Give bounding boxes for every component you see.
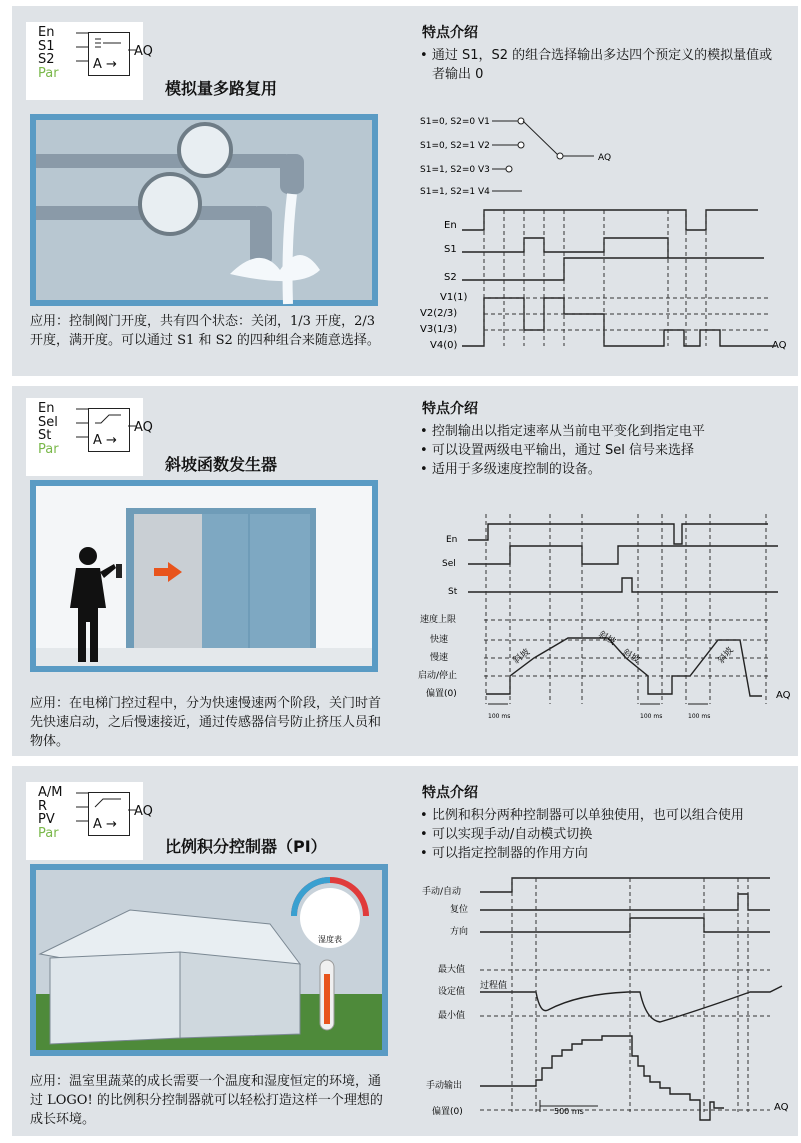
- greenhouse-photo: [30, 864, 388, 1056]
- features-title: 特点介绍: [422, 25, 478, 41]
- timing-label-direction: 方向: [450, 927, 469, 937]
- features-list: [420, 46, 780, 84]
- pin-am: A/M: [38, 785, 63, 800]
- section-gap: [0, 376, 801, 386]
- feature-item: • 适用于多级速度控制的设备。: [420, 460, 780, 479]
- timing-label-s2: S2: [444, 272, 457, 283]
- section-title: 模拟量多路复用: [165, 79, 278, 98]
- timing-output-label: AQ: [776, 690, 791, 701]
- timing-label-manual-output: 手动输出: [426, 1081, 463, 1091]
- block-symbol-label: A →: [93, 817, 117, 832]
- switch-label-2: S1=0, S2=1 V2: [420, 141, 490, 151]
- timing-output-label: AQ: [772, 340, 787, 351]
- section-title: 比例积分控制器（PI）: [165, 837, 327, 856]
- application-body: 温室里蔬菜的成长需要一个温度和湿度恒定的环境，通过 LOGO! 的比例积分控制器就可以轻松打造这样一个理想的成长环境。: [30, 1074, 383, 1127]
- function-block-ramp: [26, 398, 153, 476]
- feature-item: • 比例和积分两种控制器可以单独使用，也可以组合使用: [420, 806, 780, 825]
- ramp-label: 斜坡: [620, 647, 642, 666]
- pin-pv: PV: [38, 812, 55, 827]
- timing-label-fast: 快速: [430, 635, 449, 645]
- timing-label-offset: 偏置(0): [426, 689, 457, 699]
- pin-labels: [38, 402, 59, 456]
- section-gap: [0, 756, 801, 766]
- block-symbol: [88, 408, 130, 452]
- pin-par: Par: [38, 65, 59, 81]
- selector-switch-diagram: [418, 112, 638, 196]
- application-body: 在电梯门控过程中，分为快速慢速两个阶段，关门时首先快速启动，之后慢速接近，通过传感器信号防止挤压人员和物体。: [30, 696, 382, 749]
- timing-label-v2: V2(2/3): [420, 308, 458, 319]
- features-list: [420, 422, 780, 479]
- application-label: 应用：: [30, 696, 70, 711]
- timing-label-en: En: [444, 220, 457, 231]
- application-body: 控制阀门开度，共有四个状态：关闭，1/3 开度，2/3 开度，满开度。可以通过 S1 和 S2 的四种组合来随意选择。: [30, 314, 380, 348]
- pi-timing-diagram: [418, 876, 788, 1122]
- feature-item: • 可以实现手动/自动模式切换: [420, 825, 780, 844]
- time-label: 500 ms: [554, 1107, 584, 1116]
- pi-icon: [89, 793, 129, 813]
- pin-labels: [38, 26, 59, 80]
- pin-r: R: [38, 798, 48, 814]
- timing-label-v3: V3(1/3): [420, 324, 458, 335]
- pin-st: St: [38, 428, 52, 443]
- timing-label-s1: S1: [444, 244, 457, 255]
- switch-output-label: AQ: [598, 153, 612, 163]
- switch-label-3: S1=1, S2=0 V3: [420, 165, 490, 175]
- timing-label-setpoint: 设定值: [438, 987, 466, 997]
- pin-par: Par: [38, 441, 59, 457]
- block-symbol-label: A →: [93, 433, 117, 448]
- time-label: 100 ms: [488, 713, 511, 720]
- timing-label-max: 速度上限: [420, 615, 457, 625]
- pin-s2: S2: [38, 52, 55, 67]
- time-label: 100 ms: [640, 713, 663, 720]
- timing-label-start-stop: 启动/停止: [418, 671, 458, 681]
- timing-label-max: 最大值: [438, 965, 466, 975]
- process-value-label: 过程值: [480, 981, 508, 991]
- application-label: 应用：: [30, 314, 70, 329]
- pin-en: En: [38, 401, 55, 416]
- timing-label-reset: 复位: [450, 905, 469, 915]
- output-label: AQ: [134, 420, 153, 435]
- timing-label-sel: Sel: [442, 559, 456, 569]
- pin-s1: S1: [38, 38, 55, 54]
- feature-item: • 可以设置两级电平输出，通过 Sel 信号来选择: [420, 441, 780, 460]
- ramp-label: 斜坡: [511, 647, 533, 667]
- application-text: [30, 312, 390, 350]
- switch-label-1: S1=0, S2=0 V1: [420, 117, 490, 127]
- multiplexer-timing-diagram: [418, 204, 788, 356]
- time-label: 100 ms: [688, 713, 711, 720]
- pin-en: En: [38, 25, 55, 40]
- switch-label-4: S1=1, S2=1 V4: [420, 187, 490, 197]
- humidity-gauge-label: 湿度表: [318, 935, 342, 944]
- timing-label-min: 最小值: [438, 1011, 466, 1021]
- function-block-pi: [26, 782, 153, 860]
- block-symbol: [88, 792, 130, 836]
- timing-label-st: St: [448, 587, 458, 597]
- water-pipe-photo: [30, 114, 378, 306]
- features-title: 特点介绍: [422, 785, 478, 801]
- timing-label-slow: 慢速: [430, 653, 449, 663]
- timing-output-label: AQ: [774, 1102, 789, 1113]
- feature-item: • 控制输出以指定速率从当前电平变化到指定电平: [420, 422, 780, 441]
- feature-item: • 通过 S1，S2 的组合选择输出多达四个预定义的模拟量值或者输出 0: [420, 46, 780, 84]
- timing-label-v4: V4(0): [430, 340, 458, 351]
- application-label: 应用：: [30, 1074, 70, 1089]
- mux-icon: [89, 33, 129, 53]
- output-label: AQ: [134, 44, 153, 59]
- features-list: [420, 806, 780, 863]
- function-block-multiplexer: [26, 22, 153, 100]
- timing-label-am: 手动/自动: [422, 887, 462, 897]
- output-label: AQ: [134, 804, 153, 819]
- application-text: [30, 694, 390, 751]
- ramp-label: 斜坡: [716, 645, 736, 666]
- application-text: [30, 1072, 390, 1129]
- timing-label-en: En: [446, 535, 458, 545]
- ramp-icon: [89, 409, 129, 429]
- timing-label-v1: V1(1): [440, 292, 468, 303]
- features-title: 特点介绍: [422, 401, 478, 417]
- block-symbol-label: A →: [93, 57, 117, 72]
- pin-labels: [38, 786, 63, 840]
- ramp-label: 斜坡: [596, 629, 618, 648]
- feature-item: • 可以指定控制器的作用方向: [420, 844, 780, 863]
- timing-label-offset: 偏置(0): [432, 1107, 463, 1117]
- pin-par: Par: [38, 825, 59, 841]
- block-symbol: [88, 32, 130, 76]
- pin-sel: Sel: [38, 414, 58, 430]
- section-title: 斜坡函数发生器: [165, 455, 278, 474]
- ramp-timing-diagram: [418, 504, 791, 726]
- elevator-door-photo: [30, 480, 378, 672]
